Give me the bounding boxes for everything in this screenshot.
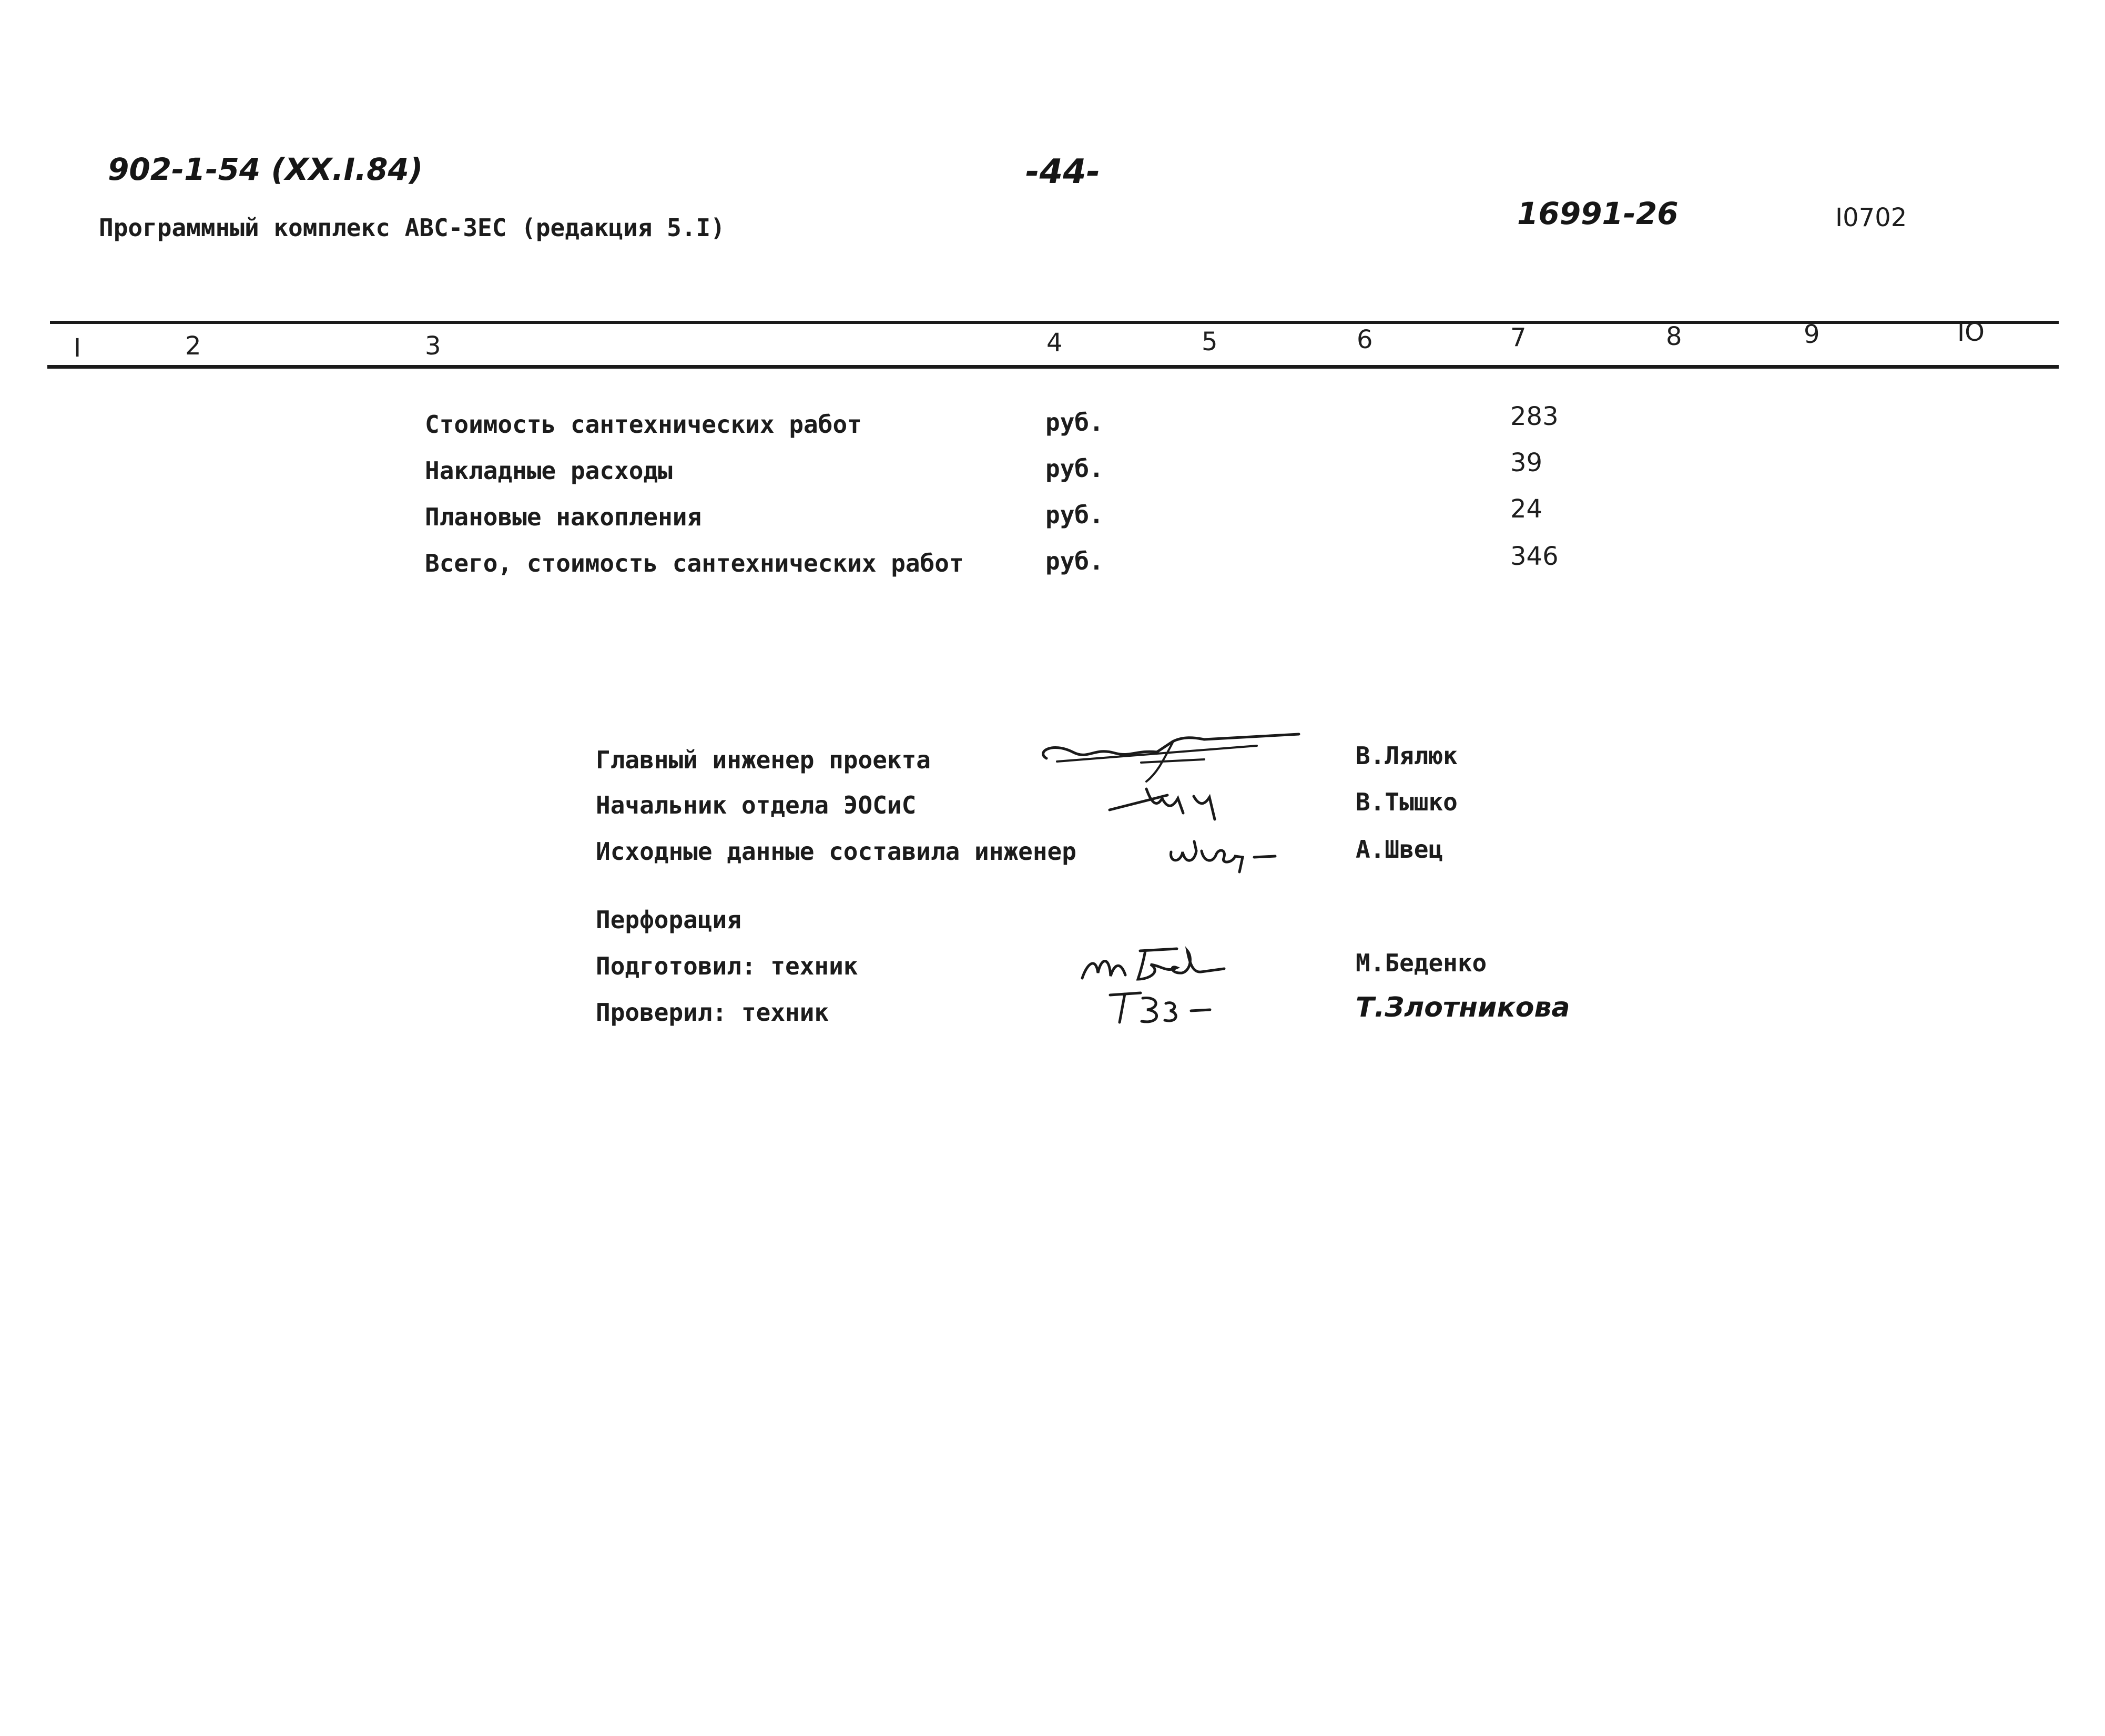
- row-label-overhead: Накладные расходы: [425, 456, 673, 485]
- signature-role-chief-engineer: Главный инженер проекта: [596, 746, 931, 774]
- row-unit: руб.: [1045, 501, 1104, 529]
- signature-role-prepared-by: Подготовил: техник: [596, 952, 858, 980]
- document-code: 902-1-54 (XX.I.84): [108, 151, 423, 187]
- signature-role-checked-by: Проверил: техник: [596, 998, 829, 1027]
- column-header-8: 8: [1666, 322, 1682, 351]
- inventory-number: 16991-26: [1517, 196, 1679, 231]
- signature-name-engineer: А.Швец: [1356, 835, 1443, 864]
- handwritten-signature-chief-engineer: [1036, 731, 1304, 789]
- signature-role-engineer: Исходные данные составила инженер: [596, 837, 1076, 866]
- table-top-rule: [50, 321, 2059, 324]
- column-header-9: 9: [1804, 320, 1820, 349]
- table-header-rule: [47, 365, 2059, 369]
- column-header-3: 3: [425, 331, 441, 361]
- row-unit: руб.: [1045, 547, 1104, 575]
- handwritten-signature-department-head: [1104, 783, 1241, 825]
- handwritten-signature-checked-by: [1107, 988, 1223, 1030]
- column-header-5: 5: [1202, 327, 1218, 357]
- row-value: 39: [1510, 448, 1543, 478]
- handwritten-signature-prepared-by: [1077, 941, 1235, 989]
- column-header-7: 7: [1510, 323, 1527, 352]
- row-label-sanitary-cost: Стоимость сантехнических работ: [425, 410, 862, 439]
- row-value: 346: [1510, 542, 1559, 571]
- perforation-section-title: Перфорация: [596, 906, 741, 934]
- column-header-6: 6: [1357, 325, 1373, 354]
- row-value: 283: [1510, 402, 1559, 431]
- signature-name-checked-by: Т.Злотникова: [1356, 992, 1570, 1023]
- program-title: Программный комплекс АВС-ЗЕС (редакция 5.I): [99, 214, 725, 242]
- signature-role-department-head: Начальник отдела ЭОСиС: [596, 791, 917, 819]
- column-header-4: 4: [1046, 328, 1063, 358]
- row-label-total: Всего, стоимость сантехнических работ: [425, 549, 964, 577]
- column-header-2: 2: [185, 331, 201, 361]
- sheet-code: I0702: [1835, 203, 1907, 232]
- column-header-10: IO: [1957, 318, 1985, 347]
- column-header-1: I: [74, 333, 82, 363]
- row-unit: руб.: [1045, 454, 1104, 483]
- signature-name-department-head: В.Тышко: [1356, 788, 1458, 816]
- handwritten-signature-engineer: [1165, 831, 1286, 878]
- signature-name-prepared-by: М.Беденко: [1356, 949, 1487, 977]
- page-number: -44-: [1025, 153, 1101, 191]
- signature-name-chief-engineer: В.Лялюк: [1356, 742, 1458, 770]
- row-label-planned-savings: Плановые накопления: [425, 503, 702, 531]
- row-unit: руб.: [1045, 408, 1104, 436]
- row-value: 24: [1510, 494, 1543, 524]
